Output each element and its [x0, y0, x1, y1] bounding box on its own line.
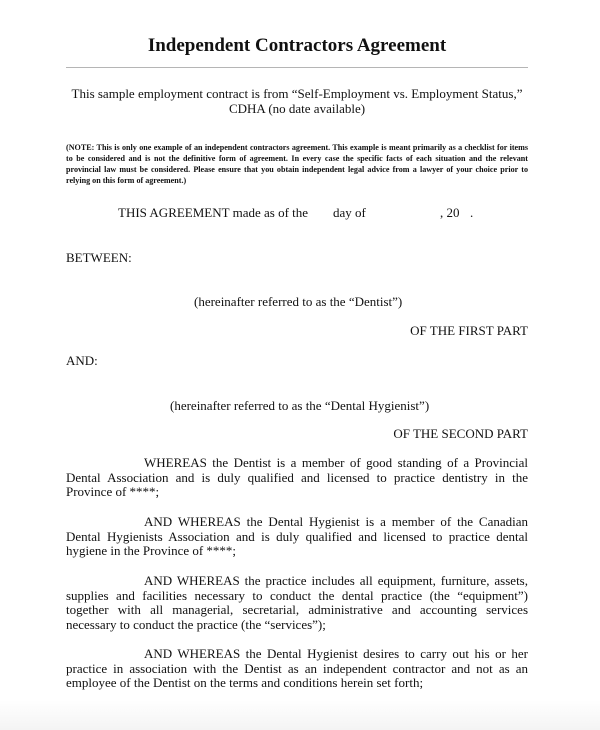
disclaimer-note: (NOTE: This is only one example of an independent contractors agreement. This example is meant primarily as a checklist for items to be considered and is not the definitive form of agreement. In every case the specific facts of each situation and the relevant provincial law must be considered. Please ensure that you obtain independent legal advice from a lawyer of your choice prior to relying on this form of agreement.) [66, 143, 528, 185]
source-line-1: This sample employment contract is from “Self-Employment vs. Employment Status,” [71, 86, 523, 101]
bottom-fade [0, 700, 600, 730]
dentist-reference: (hereinafter referred to as the “Dentist”) [194, 294, 403, 309]
whereas-clause-2: AND WHEREAS the Dental Hygienist is a member of the Canadian Dental Hygienists Association and is duly qualified and licensed to practice dental hygiene in the Province of ****; [66, 514, 528, 558]
source-citation [66, 86, 528, 116]
whereas-clause-4: AND WHEREAS the Dental Hygienist desires to carry out his or her practice in association with the Dentist as an independent contractor and not as an employee of the Dentist on the terms and conditions herein set forth; [66, 646, 528, 690]
agreement-period: . [470, 205, 474, 220]
first-part-label: OF THE FIRST PART [410, 323, 528, 338]
whereas-clause-1: WHEREAS the Dentist is a member of good standing of a Provincial Dental Association and is duly qualified and licensed to practice dentistry in the Province of ****; [66, 455, 528, 499]
agreement-day-of: day of [333, 205, 366, 220]
second-part-label: OF THE SECOND PART [393, 426, 528, 441]
agreement-date-lead: THIS AGREEMENT made as of the [118, 205, 309, 220]
whereas-clause-3: AND WHEREAS the practice includes all equipment, furniture, assets, supplies and facilities necessary to conduct the dental practice (the “equipment”) together with all managerial, secretarial, administrative and accounting services necessary to conduct the practice (the “services”); [66, 573, 528, 632]
source-line-2: CDHA (no date available) [228, 101, 366, 116]
between-label: BETWEEN: [66, 250, 132, 265]
and-label: AND: [66, 353, 98, 368]
document-title: Independent Contractors Agreement [147, 35, 447, 56]
title-divider [66, 67, 528, 68]
hygienist-reference: (hereinafter referred to as the “Dental Hygienist”) [170, 398, 430, 413]
agreement-year: , 20 [440, 205, 460, 220]
